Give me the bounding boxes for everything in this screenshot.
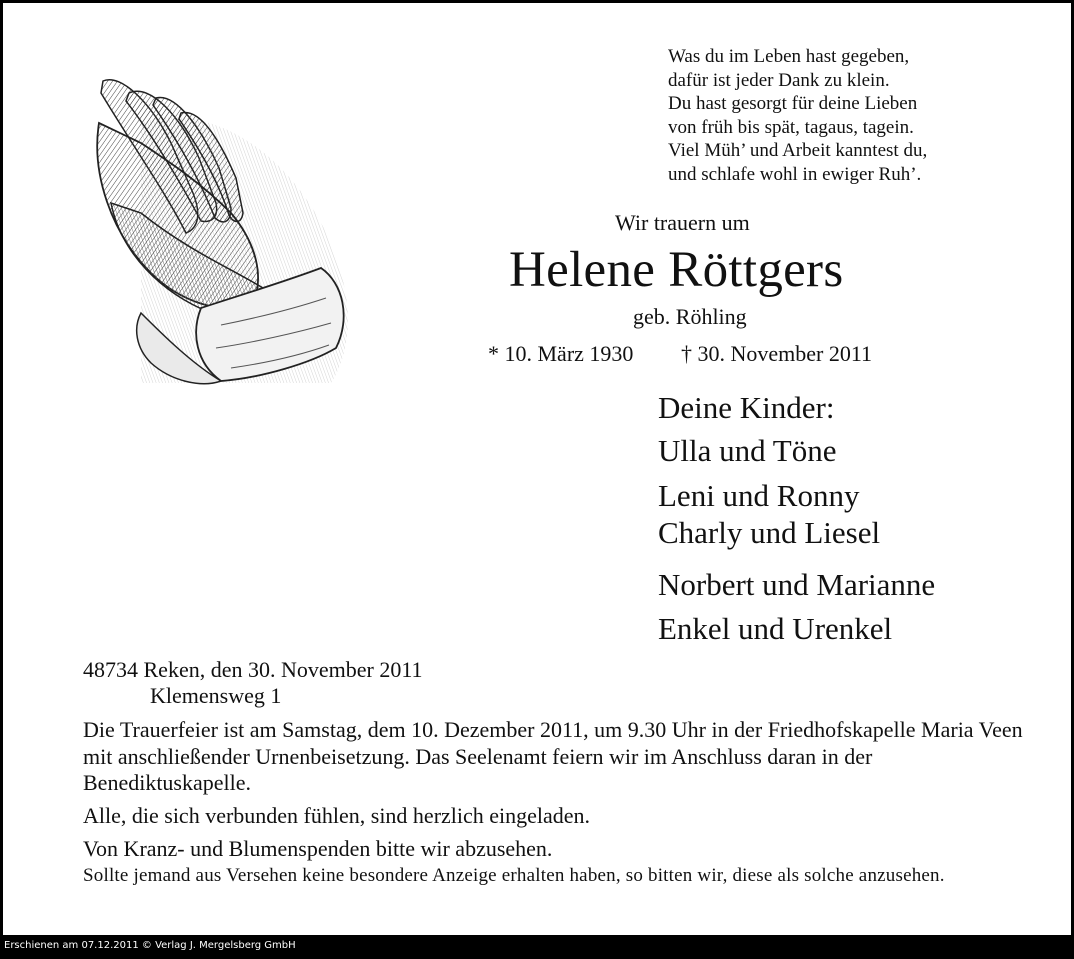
deceased-name: Helene Röttgers (509, 242, 844, 298)
street-address: Klemensweg 1 (150, 683, 282, 708)
invitation-paragraph: Alle, die sich verbunden fühlen, sind herzlich eingeladen. (83, 803, 591, 828)
place-date: 48734 Reken, den 30. November 2011 (83, 657, 423, 682)
praying-hands-icon (81, 63, 359, 398)
mourner-line: Leni und Ronny (658, 478, 860, 513)
poem-line: Was du im Leben hast gegeben, (668, 46, 910, 67)
mourner-line: Norbert und Marianne (658, 567, 936, 602)
poem-line: Du hast gesorgt für deine Lieben (668, 93, 918, 114)
flowers-paragraph: Von Kranz- und Blumenspenden bitte wir abzusehen. (83, 836, 553, 861)
birth-name: geb. Röhling (633, 304, 747, 329)
publication-footer: Erschienen am 07.12.2011 © Verlag J. Mergelsberg GmbH (0, 935, 1074, 959)
mourner-line: Ulla und Töne (658, 433, 837, 468)
mourner-line: Enkel und Urenkel (658, 611, 893, 646)
mourner-line: Charly und Liesel (658, 515, 881, 550)
intro-text: Wir trauern um (615, 210, 750, 235)
death-date: † 30. November 2011 (681, 341, 873, 366)
notice-paragraph: Sollte jemand aus Versehen keine besondere Anzeige erhalten haben, so bitten wir, diese als solche anzusehen. (83, 865, 945, 886)
funeral-paragraph: Die Trauerfeier ist am Samstag, dem 10. Dezember 2011, um 9.30 Uhr in der Friedhofskapelle Maria Veen mit anschließender Urnenbeisetzung. Das Seelenamt feiern wir im Anschluss daran in der Benediktuskapelle. (83, 717, 1023, 795)
poem-line: von früh bis spät, tagaus, tagein. (668, 116, 914, 138)
birth-date: * 10. März 1930 (488, 341, 634, 366)
poem (668, 45, 927, 186)
poem-line: und schlafe wohl in ewiger Ruh’. (668, 163, 922, 185)
mourners-heading: Deine Kinder: (658, 390, 835, 425)
poem-line: Viel Müh’ und Arbeit kanntest du, (668, 140, 928, 161)
poem-line: dafür ist jeder Dank zu klein. (668, 69, 890, 91)
